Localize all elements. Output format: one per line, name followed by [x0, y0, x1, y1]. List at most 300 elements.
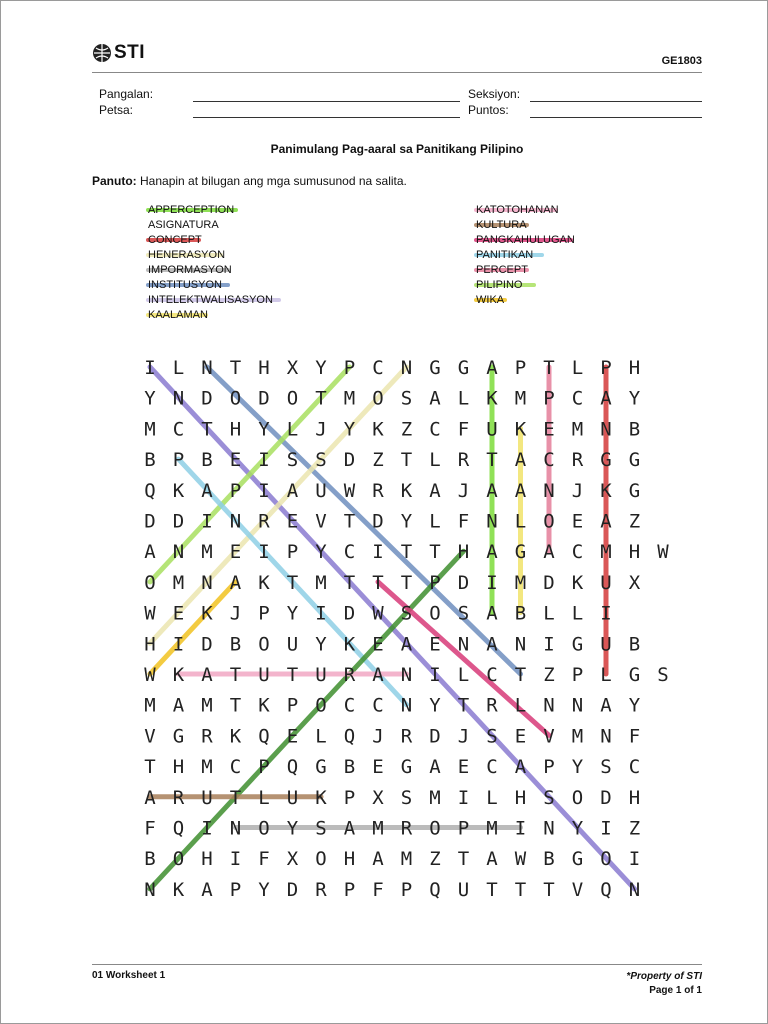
grid-letter[interactable]: T	[486, 878, 498, 901]
grid-letter[interactable]: A	[429, 387, 441, 410]
grid-letter[interactable]: O	[372, 387, 384, 410]
grid-letter[interactable]: I	[315, 602, 327, 625]
grid-letter[interactable]: T	[457, 848, 470, 871]
grid-letter[interactable]: T	[229, 664, 242, 686]
grid-letter[interactable]: T	[286, 571, 299, 594]
grid-letter[interactable]: P	[429, 571, 441, 594]
grid-letter[interactable]: A	[486, 357, 498, 379]
grid-letter[interactable]: T	[229, 357, 242, 379]
grid-letter[interactable]: B	[514, 602, 527, 625]
grid-letter[interactable]: V	[315, 510, 327, 533]
grid-letter[interactable]: N	[543, 817, 555, 840]
grid-letter[interactable]: M	[172, 571, 185, 594]
grid-letter[interactable]: M	[315, 571, 327, 594]
grid-letter[interactable]: K	[486, 387, 498, 410]
grid-letter[interactable]: C	[543, 449, 555, 472]
grid-letter[interactable]: D	[201, 633, 213, 656]
grid-letter[interactable]: A	[229, 571, 242, 594]
grid-letter[interactable]: Z	[400, 418, 413, 441]
grid-letter[interactable]: G	[514, 541, 527, 564]
grid-letter[interactable]: S	[400, 387, 413, 410]
grid-letter[interactable]: R	[486, 694, 498, 717]
grid-letter[interactable]: H	[172, 756, 185, 779]
grid-letter[interactable]: A	[144, 786, 156, 809]
grid-letter[interactable]: F	[457, 510, 470, 533]
grid-letter[interactable]: B	[543, 848, 555, 871]
grid-letter[interactable]: G	[600, 449, 612, 472]
grid-letter[interactable]: H	[343, 848, 356, 871]
grid-letter[interactable]: T	[201, 418, 213, 441]
grid-letter[interactable]: D	[144, 510, 156, 533]
grid-letter[interactable]: J	[315, 418, 327, 441]
grid-letter[interactable]: Q	[258, 725, 270, 748]
grid-letter[interactable]: F	[258, 848, 270, 871]
grid-letter[interactable]: N	[628, 878, 641, 901]
grid-letter[interactable]: D	[201, 387, 213, 410]
grid-letter[interactable]: K	[343, 633, 356, 656]
grid-letter[interactable]: Q	[286, 756, 299, 779]
grid-letter[interactable]: A	[486, 848, 498, 871]
grid-letter[interactable]: Y	[343, 418, 356, 441]
grid-letter[interactable]: G	[571, 848, 584, 871]
grid-letter[interactable]: L	[457, 664, 470, 686]
grid-letter[interactable]: M	[486, 817, 498, 840]
grid-letter[interactable]: P	[172, 449, 185, 472]
grid-letter[interactable]: T	[543, 357, 555, 379]
grid-letter[interactable]: O	[258, 817, 270, 840]
grid-letter[interactable]: A	[600, 694, 612, 717]
grid-letter[interactable]: A	[400, 633, 413, 656]
grid-letter[interactable]: H	[457, 541, 470, 564]
grid-letter[interactable]: E	[229, 449, 242, 472]
grid-letter[interactable]: Y	[144, 387, 156, 410]
grid-letter[interactable]: J	[372, 725, 384, 748]
grid-letter[interactable]: L	[543, 602, 555, 625]
grid-letter[interactable]: K	[400, 479, 413, 502]
grid-letter[interactable]: T	[286, 664, 299, 686]
grid-letter[interactable]: X	[372, 786, 384, 809]
grid-letter[interactable]: G	[315, 756, 327, 779]
grid-letter[interactable]: X	[286, 848, 299, 871]
grid-letter[interactable]: S	[315, 449, 327, 472]
grid-letter[interactable]: F	[628, 725, 641, 748]
grid-letter[interactable]: E	[514, 725, 527, 748]
grid-letter[interactable]: A	[600, 387, 612, 410]
grid-letter[interactable]: G	[571, 633, 584, 656]
grid-letter[interactable]: C	[571, 387, 584, 410]
grid-letter[interactable]: D	[343, 449, 356, 472]
grid-letter[interactable]: E	[457, 756, 470, 779]
grid-letter[interactable]: H	[514, 786, 527, 809]
grid-letter[interactable]: U	[600, 571, 612, 594]
grid-letter[interactable]: D	[372, 510, 384, 533]
grid-letter[interactable]: L	[286, 418, 299, 441]
grid-letter[interactable]: G	[628, 449, 641, 472]
grid-letter[interactable]: T	[343, 571, 356, 594]
grid-letter[interactable]: H	[229, 418, 242, 441]
grid-letter[interactable]: P	[286, 541, 299, 564]
grid-letter[interactable]: A	[600, 510, 612, 533]
grid-letter[interactable]: O	[543, 510, 555, 533]
grid-letter[interactable]: I	[201, 817, 213, 840]
grid-letter[interactable]: A	[372, 848, 384, 871]
grid-letter[interactable]: Q	[144, 479, 156, 502]
grid-letter[interactable]: I	[628, 848, 641, 871]
grid-letter[interactable]: B	[201, 449, 213, 472]
grid-letter[interactable]: N	[600, 725, 612, 748]
grid-letter[interactable]: T	[514, 664, 527, 686]
grid-letter[interactable]: S	[400, 786, 413, 809]
grid-letter[interactable]: F	[457, 418, 470, 441]
grid-letter[interactable]: X	[286, 357, 299, 379]
grid-letter[interactable]: Y	[628, 387, 641, 410]
grid-letter[interactable]: E	[372, 756, 384, 779]
grid-letter[interactable]: P	[343, 878, 356, 901]
grid-letter[interactable]: U	[315, 664, 327, 686]
grid-letter[interactable]: M	[400, 848, 413, 871]
grid-letter[interactable]: K	[372, 418, 384, 441]
grid-letter[interactable]: I	[600, 602, 612, 625]
grid-letter[interactable]: L	[600, 664, 612, 686]
grid-letter[interactable]: Q	[172, 817, 185, 840]
grid-letter[interactable]: W	[372, 602, 384, 625]
grid-letter[interactable]: Y	[315, 633, 327, 656]
grid-letter[interactable]: L	[571, 602, 584, 625]
grid-letter[interactable]: V	[543, 725, 555, 748]
grid-letter[interactable]: T	[457, 694, 470, 717]
grid-letter[interactable]: O	[315, 848, 327, 871]
grid-letter[interactable]: S	[543, 786, 555, 809]
grid-letter[interactable]: T	[315, 387, 327, 410]
grid-letter[interactable]: P	[600, 357, 612, 379]
grid-letter[interactable]: T	[400, 541, 413, 564]
grid-letter[interactable]: I	[144, 357, 156, 379]
grid-letter[interactable]: N	[543, 479, 555, 502]
grid-letter[interactable]: N	[172, 541, 185, 564]
grid-letter[interactable]: N	[486, 510, 498, 533]
grid-letter[interactable]: Y	[315, 357, 327, 379]
grid-letter[interactable]: E	[429, 633, 441, 656]
grid-letter[interactable]: P	[286, 694, 299, 717]
grid-letter[interactable]: E	[372, 633, 384, 656]
grid-letter[interactable]: L	[514, 510, 527, 533]
grid-letter[interactable]: G	[400, 756, 413, 779]
grid-letter[interactable]: A	[144, 541, 156, 564]
grid-letter[interactable]: T	[543, 878, 555, 901]
grid-letter[interactable]: S	[600, 756, 612, 779]
grid-letter[interactable]: C	[429, 418, 441, 441]
grid-letter[interactable]: C	[343, 694, 356, 717]
grid-letter[interactable]: M	[600, 541, 612, 564]
grid-letter[interactable]: A	[514, 449, 527, 472]
grid-letter[interactable]: H	[628, 786, 641, 809]
grid-letter[interactable]: O	[600, 848, 612, 871]
grid-letter[interactable]: E	[571, 510, 584, 533]
grid-letter[interactable]: K	[172, 878, 185, 901]
grid-letter[interactable]: I	[201, 510, 213, 533]
grid-letter[interactable]: Q	[600, 878, 612, 901]
grid-letter[interactable]: R	[258, 510, 270, 533]
grid-letter[interactable]: P	[457, 817, 470, 840]
grid-letter[interactable]: C	[372, 694, 384, 717]
grid-letter[interactable]: F	[144, 817, 156, 840]
grid-letter[interactable]: A	[429, 479, 441, 502]
grid-letter[interactable]: F	[372, 878, 384, 901]
grid-letter[interactable]: L	[258, 786, 270, 809]
grid-letter[interactable]: N	[514, 633, 527, 656]
grid-letter[interactable]: B	[144, 449, 156, 472]
grid-letter[interactable]: Y	[571, 817, 584, 840]
grid-letter[interactable]: D	[429, 725, 441, 748]
grid-letter[interactable]: U	[457, 878, 470, 901]
grid-letter[interactable]: Q	[343, 725, 356, 748]
grid-letter[interactable]: G	[429, 357, 441, 379]
grid-letter[interactable]: J	[571, 479, 584, 502]
grid-letter[interactable]: N	[543, 694, 555, 717]
grid-letter[interactable]: A	[486, 541, 498, 564]
grid-letter[interactable]: S	[486, 725, 498, 748]
grid-letter[interactable]: Y	[286, 602, 299, 625]
grid-letter[interactable]: L	[315, 725, 327, 748]
grid-letter[interactable]: B	[628, 633, 641, 656]
grid-letter[interactable]: Y	[258, 878, 270, 901]
grid-letter[interactable]: O	[429, 817, 441, 840]
grid-letter[interactable]: M	[514, 387, 527, 410]
grid-letter[interactable]: D	[343, 602, 356, 625]
grid-letter[interactable]: C	[486, 664, 498, 686]
grid-letter[interactable]: A	[201, 878, 213, 901]
grid-letter[interactable]: C	[571, 541, 584, 564]
grid-letter[interactable]: N	[144, 878, 156, 901]
grid-letter[interactable]: D	[543, 571, 555, 594]
grid-letter[interactable]: R	[201, 725, 213, 748]
grid-letter[interactable]: W	[657, 541, 669, 564]
grid-letter[interactable]: L	[172, 357, 185, 379]
grid-letter[interactable]: N	[201, 357, 213, 379]
grid-letter[interactable]: G	[172, 725, 185, 748]
grid-letter[interactable]: A	[514, 756, 527, 779]
grid-letter[interactable]: N	[229, 510, 242, 533]
grid-letter[interactable]: P	[343, 786, 356, 809]
grid-letter[interactable]: P	[258, 602, 270, 625]
grid-letter[interactable]: K	[258, 571, 270, 594]
grid-letter[interactable]: I	[429, 664, 441, 686]
grid-letter[interactable]: G	[628, 479, 641, 502]
grid-letter[interactable]: L	[457, 387, 470, 410]
grid-letter[interactable]: A	[514, 479, 527, 502]
grid-letter[interactable]: A	[429, 756, 441, 779]
grid-letter[interactable]: U	[258, 664, 270, 686]
grid-letter[interactable]: D	[600, 786, 612, 809]
grid-letter[interactable]: Y	[429, 694, 441, 717]
grid-letter[interactable]: I	[543, 633, 555, 656]
grid-letter[interactable]: N	[600, 418, 612, 441]
grid-letter[interactable]: C	[372, 357, 384, 379]
grid-letter[interactable]: W	[514, 848, 527, 871]
grid-letter[interactable]: T	[372, 571, 384, 594]
grid-letter[interactable]: I	[372, 541, 384, 564]
grid-letter[interactable]: V	[571, 878, 584, 901]
grid-letter[interactable]: J	[457, 479, 470, 502]
grid-letter[interactable]: I	[258, 449, 270, 472]
grid-letter[interactable]: G	[457, 357, 470, 379]
grid-letter[interactable]: L	[429, 510, 441, 533]
grid-letter[interactable]: R	[172, 786, 185, 809]
grid-letter[interactable]: I	[258, 479, 270, 502]
grid-letter[interactable]: T	[514, 878, 527, 901]
grid-letter[interactable]: A	[543, 541, 555, 564]
grid-letter[interactable]: K	[600, 479, 612, 502]
grid-letter[interactable]: U	[486, 418, 498, 441]
grid-letter[interactable]: R	[315, 878, 327, 901]
grid-letter[interactable]: P	[543, 756, 555, 779]
grid-letter[interactable]: P	[258, 756, 270, 779]
grid-letter[interactable]: S	[315, 817, 327, 840]
grid-letter[interactable]: A	[486, 479, 498, 502]
grid-letter[interactable]: O	[429, 602, 441, 625]
grid-letter[interactable]: T	[229, 694, 242, 717]
grid-letter[interactable]: I	[258, 541, 270, 564]
grid-letter[interactable]: M	[201, 756, 213, 779]
grid-letter[interactable]: L	[429, 449, 441, 472]
grid-letter[interactable]: W	[343, 479, 356, 502]
grid-letter[interactable]: X	[628, 571, 641, 594]
grid-letter[interactable]: E	[286, 725, 299, 748]
grid-letter[interactable]: N	[201, 571, 213, 594]
grid-letter[interactable]: L	[486, 786, 498, 809]
grid-letter[interactable]: R	[400, 817, 413, 840]
grid-letter[interactable]: U	[286, 633, 299, 656]
grid-letter[interactable]: I	[486, 571, 498, 594]
grid-letter[interactable]: Z	[429, 848, 441, 871]
grid-letter[interactable]: O	[571, 786, 584, 809]
grid-letter[interactable]: C	[628, 756, 641, 779]
grid-letter[interactable]: N	[400, 357, 413, 379]
grid-letter[interactable]: N	[229, 817, 242, 840]
grid-letter[interactable]: D	[258, 387, 270, 410]
grid-letter[interactable]: B	[229, 633, 242, 656]
grid-letter[interactable]: P	[400, 878, 413, 901]
grid-letter[interactable]: U	[315, 479, 327, 502]
grid-letter[interactable]: I	[457, 786, 470, 809]
grid-letter[interactable]: S	[400, 602, 413, 625]
grid-letter[interactable]: Z	[372, 449, 384, 472]
grid-letter[interactable]: M	[372, 817, 384, 840]
grid-letter[interactable]: N	[571, 694, 584, 717]
grid-letter[interactable]: C	[343, 541, 356, 564]
grid-letter[interactable]: W	[144, 664, 156, 686]
grid-letter[interactable]: T	[400, 449, 413, 472]
grid-letter[interactable]: I	[172, 633, 185, 656]
grid-letter[interactable]: I	[514, 817, 527, 840]
grid-letter[interactable]: G	[628, 664, 641, 686]
grid-letter[interactable]: Z	[543, 664, 555, 686]
grid-letter[interactable]: U	[201, 786, 213, 809]
grid-letter[interactable]: M	[144, 418, 156, 441]
grid-letter[interactable]: H	[628, 357, 641, 379]
grid-letter[interactable]: U	[286, 786, 299, 809]
grid-letter[interactable]: H	[144, 633, 156, 656]
grid-letter[interactable]: T	[343, 510, 356, 533]
grid-letter[interactable]: A	[172, 694, 185, 717]
grid-letter[interactable]: O	[229, 387, 242, 410]
grid-letter[interactable]: V	[144, 725, 156, 748]
grid-letter[interactable]: P	[229, 878, 242, 901]
grid-letter[interactable]: R	[400, 725, 413, 748]
grid-letter[interactable]: A	[372, 664, 384, 686]
grid-letter[interactable]: C	[172, 418, 185, 441]
grid-letter[interactable]: N	[457, 633, 470, 656]
grid-letter[interactable]: W	[144, 602, 156, 625]
grid-letter[interactable]: K	[571, 571, 584, 594]
grid-letter[interactable]: K	[172, 479, 185, 502]
grid-letter[interactable]: C	[229, 756, 242, 779]
grid-letter[interactable]: A	[486, 602, 498, 625]
grid-letter[interactable]: Y	[628, 694, 641, 717]
grid-letter[interactable]: P	[343, 357, 356, 379]
grid-letter[interactable]: R	[343, 664, 356, 686]
grid-letter[interactable]: T	[486, 449, 498, 472]
grid-letter[interactable]: L	[514, 694, 527, 717]
grid-letter[interactable]: O	[258, 633, 270, 656]
grid-letter[interactable]: P	[543, 387, 555, 410]
grid-letter[interactable]: E	[172, 602, 185, 625]
grid-letter[interactable]: J	[229, 602, 242, 625]
grid-letter[interactable]: M	[201, 694, 213, 717]
grid-letter[interactable]: C	[486, 756, 498, 779]
grid-letter[interactable]: K	[229, 725, 242, 748]
grid-letter[interactable]: T	[144, 756, 156, 779]
grid-letter[interactable]: I	[229, 848, 242, 871]
grid-letter[interactable]: L	[571, 357, 584, 379]
grid-letter[interactable]: H	[258, 357, 270, 379]
grid-letter[interactable]: R	[372, 479, 384, 502]
grid-letter[interactable]: E	[543, 418, 555, 441]
grid-letter[interactable]: J	[457, 725, 470, 748]
grid-letter[interactable]: A	[201, 664, 213, 686]
grid-letter[interactable]: T	[429, 541, 441, 564]
grid-letter[interactable]: N	[400, 664, 413, 686]
grid-letter[interactable]: A	[286, 479, 299, 502]
grid-letter[interactable]: K	[514, 418, 527, 441]
grid-letter[interactable]: M	[429, 786, 441, 809]
grid-letter[interactable]: B	[628, 418, 641, 441]
grid-letter[interactable]: M	[201, 541, 213, 564]
grid-letter[interactable]: O	[286, 387, 299, 410]
grid-letter[interactable]: T	[400, 571, 413, 594]
grid-letter[interactable]: S	[657, 664, 669, 686]
grid-letter[interactable]: Z	[628, 817, 641, 840]
grid-letter[interactable]: Q	[429, 878, 441, 901]
grid-letter[interactable]: H	[628, 541, 641, 564]
grid-letter[interactable]: Y	[258, 418, 270, 441]
grid-letter[interactable]: K	[315, 786, 327, 809]
grid-letter[interactable]: M	[514, 571, 527, 594]
grid-letter[interactable]: Z	[628, 510, 641, 533]
grid-letter[interactable]: Y	[400, 510, 413, 533]
grid-letter[interactable]: U	[600, 633, 612, 656]
grid-letter[interactable]: P	[514, 357, 527, 379]
grid-letter[interactable]: D	[457, 571, 470, 594]
grid-letter[interactable]: B	[144, 848, 156, 871]
grid-letter[interactable]: M	[571, 418, 584, 441]
grid-letter[interactable]: R	[457, 449, 470, 472]
grid-letter[interactable]: N	[172, 387, 185, 410]
grid-letter[interactable]: D	[286, 878, 299, 901]
grid-letter[interactable]: M	[144, 694, 156, 717]
grid-letter[interactable]: O	[144, 571, 156, 594]
grid-letter[interactable]: I	[600, 817, 612, 840]
